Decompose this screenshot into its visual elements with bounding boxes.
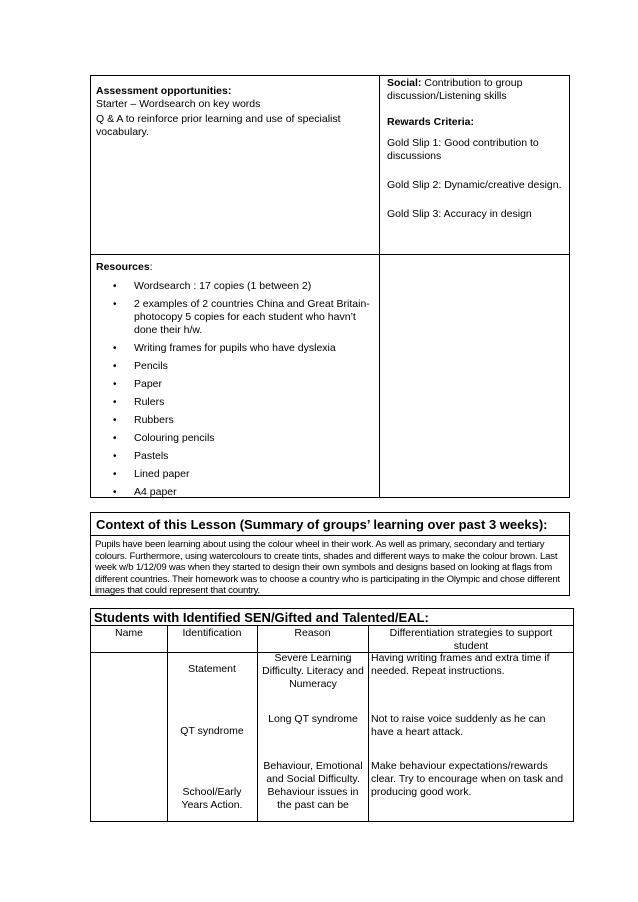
bullet-icon: • bbox=[113, 361, 117, 372]
bullet-icon: • bbox=[113, 397, 117, 408]
strategy-cell: Not to raise voice suddenly as he can have a heart attack. bbox=[371, 713, 546, 738]
header-name: Name bbox=[114, 627, 143, 639]
resource-item bbox=[96, 342, 371, 355]
social-text: Contribution to group discussion/Listening skills bbox=[387, 77, 523, 102]
resource-text: Rubbers bbox=[134, 414, 174, 426]
bullet-icon: • bbox=[113, 343, 117, 354]
resource-text: Pastels bbox=[134, 450, 169, 462]
bullet-icon: • bbox=[113, 379, 117, 390]
resource-item bbox=[96, 414, 371, 427]
assessment-line: Starter – Wordsearch on key words bbox=[96, 98, 261, 110]
bullet-icon: • bbox=[113, 469, 117, 480]
resource-item bbox=[96, 298, 371, 337]
bullet-icon: • bbox=[113, 433, 117, 444]
resources-cell bbox=[96, 261, 371, 504]
resource-text: Wordsearch : 17 copies (1 between 2) bbox=[134, 280, 312, 292]
resource-text: Rulers bbox=[134, 396, 165, 408]
bullet-icon: • bbox=[113, 299, 117, 310]
resource-item bbox=[96, 486, 371, 499]
resource-item bbox=[96, 468, 371, 481]
resource-item bbox=[96, 280, 371, 293]
social-label: Social: bbox=[387, 77, 422, 89]
resources-list bbox=[96, 280, 371, 499]
resources-colon: : bbox=[149, 261, 153, 273]
gold-slip: Gold Slip 3: Accuracy in design bbox=[387, 208, 532, 220]
header-strategy: Differentiation strategies to support student bbox=[389, 627, 553, 652]
reason-cell: Long QT syndrome bbox=[268, 713, 358, 725]
column-divider bbox=[257, 626, 258, 821]
resource-text: Paper bbox=[134, 378, 163, 390]
identification-cell: Statement bbox=[188, 663, 236, 675]
sen-table bbox=[90, 608, 574, 822]
resource-text: Pencils bbox=[134, 360, 168, 372]
resource-text: Lined paper bbox=[134, 468, 190, 480]
resource-item bbox=[96, 378, 371, 391]
resource-text: Colouring pencils bbox=[134, 432, 215, 444]
resource-item bbox=[96, 360, 371, 373]
bullet-icon: • bbox=[113, 451, 117, 462]
bullet-icon: • bbox=[113, 487, 117, 498]
identification-cell: School/Early Years Action. bbox=[181, 786, 243, 811]
column-divider bbox=[368, 626, 369, 821]
reason-cell: Severe Learning Difficulty. Literacy and Numeracy bbox=[262, 652, 364, 690]
resources-title: Resources bbox=[96, 261, 150, 273]
context-title: Context of this Lesson (Summary of groups’ learning over past 3 weeks): bbox=[91, 513, 569, 536]
header-identification: Identification bbox=[182, 627, 242, 639]
strategy-cell: Having writing frames and extra time if needed. Repeat instructions. bbox=[371, 652, 550, 677]
resource-text: A4 paper bbox=[134, 486, 177, 498]
assessment-cell bbox=[96, 85, 371, 139]
gold-slip: Gold Slip 2: Dynamic/creative design. bbox=[387, 179, 562, 191]
social-cell bbox=[387, 77, 565, 221]
resource-text: Writing frames for pupils who have dyslexia bbox=[134, 342, 336, 354]
strategy-cell: Make behaviour expectations/rewards clear. Try to encourage when on task and producing good work. bbox=[371, 760, 564, 798]
bullet-icon: • bbox=[113, 415, 117, 426]
assessment-title: Assessment opportunities: bbox=[96, 85, 232, 97]
assessment-line: Q & A to reinforce prior learning and use of specialist vocabulary. bbox=[96, 113, 341, 138]
gold-slip: Gold Slip 1: Good contribution to discussions bbox=[387, 137, 539, 162]
resource-item bbox=[96, 450, 371, 463]
bullet-icon: • bbox=[113, 281, 117, 292]
row-divider bbox=[91, 254, 569, 255]
column-divider bbox=[167, 626, 168, 821]
resource-text: 2 examples of 2 countries China and Great Britain-photocopy 5 copies for each student who havn’t done their h/w. bbox=[134, 298, 370, 336]
resource-item bbox=[96, 396, 371, 409]
header-reason: Reason bbox=[294, 627, 331, 639]
rewards-title: Rewards Criteria: bbox=[387, 116, 474, 128]
context-box bbox=[90, 512, 570, 596]
lesson-plan-table bbox=[90, 75, 570, 498]
context-body: Pupils have been learning about using the colour wheel in their work. As well as primary, secondary and tertiary colours. Furthermore, using watercolours to create tints, shades and different ways to make the colour brown. Last week w/b 1/12/09 was when they started to design their own symbols and designs based on looking at flags from different countries. Their homework was to choose a country who is participating in the Olympic and chose different images that could represent that country. bbox=[95, 539, 560, 596]
column-divider bbox=[379, 76, 380, 497]
reason-cell: Behaviour, Emotional and Social Difficulty. Behaviour issues in the past can be bbox=[263, 760, 363, 811]
resource-item bbox=[96, 432, 371, 445]
identification-cell: QT syndrome bbox=[180, 725, 244, 737]
sen-title: Students with Identified SEN/Gifted and Talented/EAL: bbox=[91, 609, 573, 626]
